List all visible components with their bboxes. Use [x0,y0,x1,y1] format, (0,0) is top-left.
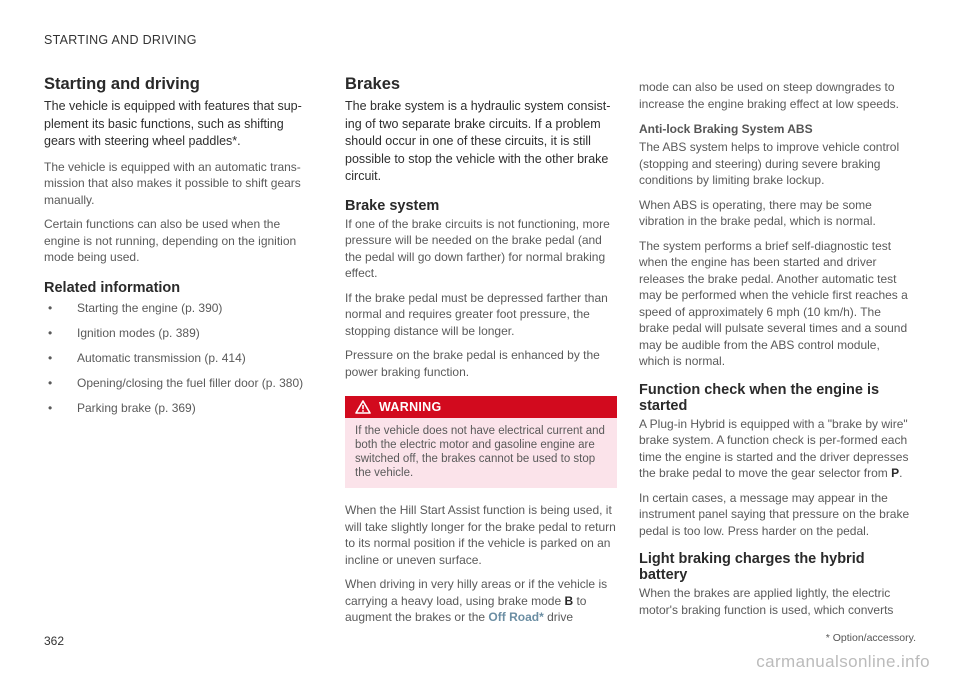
function-check-heading: Function check when the engine is started [639,381,880,414]
brake-system-heading: Brake system [345,197,440,214]
light-braking-heading: Light braking charges the hybrid battery [639,551,865,583]
gear-p: P [891,466,900,480]
page-number: 362 [44,634,65,648]
off-road-link[interactable]: Off Road* [488,610,544,624]
lead-paragraph: The vehicle is equipped with features that sup-plement its basic functions, such as shifting gears with steering wheel paddles*. [44,99,302,148]
related-links-list [44,300,316,416]
paragraph: A Plug-in Hybrid is equipped with a "brake by wire" brake system. A function check is per-formed each time the engine is started and the driver depresses the brake pedal to move the gear selector from P. [639,416,909,480]
paragraph: When the brakes are applied lightly, the electric motor's braking function is used, which converts [639,586,894,617]
paragraph: Certain functions can also be used when the engine is not running, depending on the ignition mode being used. [44,217,297,264]
related-information-heading: Related information [44,279,181,296]
column-abs [639,79,911,626]
paragraph: The ABS system helps to improve vehicle control (stopping and steering) during severe braking conditions by limiting brake lockup. [639,140,900,187]
warning-triangle-icon [355,400,371,414]
paragraph: If one of the brake circuits is not functioning, more pressure will be needed on the brake pedal (and the pedal will go down farther) for normal braking effect. [345,216,610,280]
paragraph: When the Hill Start Assist function is being used, it will take slightly longer for the brake pedal to return to its normal position if the vehicle is parked on an incline or uneven surface. [345,503,616,567]
warning-box [345,396,617,488]
warning-header [345,396,617,418]
paragraph: Pressure on the brake pedal is enhanced by the power braking function. [345,348,600,379]
column-starting-and-driving [44,75,316,425]
brake-mode-b: B [564,593,574,608]
warning-text: If the vehicle does not have electrical current and both the electric motor and gasoline engine are switched off, the brakes cannot be used to stop the vehicle. [355,425,605,479]
paragraph: The vehicle is equipped with an automatic trans-mission that also makes it possible to shift gears manually. [44,159,301,207]
footnote: * Option/accessory. [825,632,916,644]
bullet-icon: • [48,375,53,390]
related-link[interactable]: • Ignition modes (p. 389) [48,325,200,340]
paragraph: When driving in very hilly areas or if the vehicle is carrying a heavy load, using brake mode B to augment the brakes or the Off Road* drive [345,577,608,624]
warning-label: WARNING [379,400,442,414]
abs-heading: Anti-lock Braking System ABS [639,122,813,136]
bullet-icon: • [48,400,53,415]
related-link[interactable]: • Starting the engine (p. 390) [48,300,223,315]
lead-paragraph: The brake system is a hydraulic system consist-ing of two separate brake circuits. If a problem should occur in one of these circuits, it is still possible to stop the vehicle with the other brake circuit. [345,99,611,183]
paragraph: If the brake pedal must be depressed farther than normal and requires greater foot pressure, the stopping distance will be longer. [345,290,608,338]
section-title: Brakes [345,75,401,93]
running-head: STARTING AND DRIVING [44,33,197,47]
related-link[interactable]: • Automatic transmission (p. 414) [48,350,246,365]
related-link[interactable]: • Parking brake (p. 369) [48,400,196,415]
section-title: Starting and driving [44,75,200,93]
paragraph: mode can also be used on steep downgrades to increase the engine braking effect at low speeds. [639,80,899,111]
bullet-icon: • [48,325,53,340]
paragraph: The system performs a brief self-diagnostic test when the engine has been started and driver releases the brake pedal. Another automatic test may be performed when the vehicle first reaches a speed of approximately 6 mph (10 km/h). The brake pedal will pulsate several times and a sound may be audible from the ABS control module, which is normal. [639,238,908,368]
related-link[interactable]: • Opening/closing the fuel filler door (p. 380) [48,375,304,390]
column-brakes [345,75,617,634]
paragraph: When ABS is operating, there may be some vibration in the brake pedal, which is normal. [639,197,876,228]
bullet-icon: • [48,350,53,365]
bullet-icon: • [48,300,53,315]
paragraph: In certain cases, a message may appear in the instrument panel saying that pressure on the brake pedal is too low. Press harder on the pedal. [639,490,910,538]
watermark: carmanualsonline.info [756,652,930,671]
